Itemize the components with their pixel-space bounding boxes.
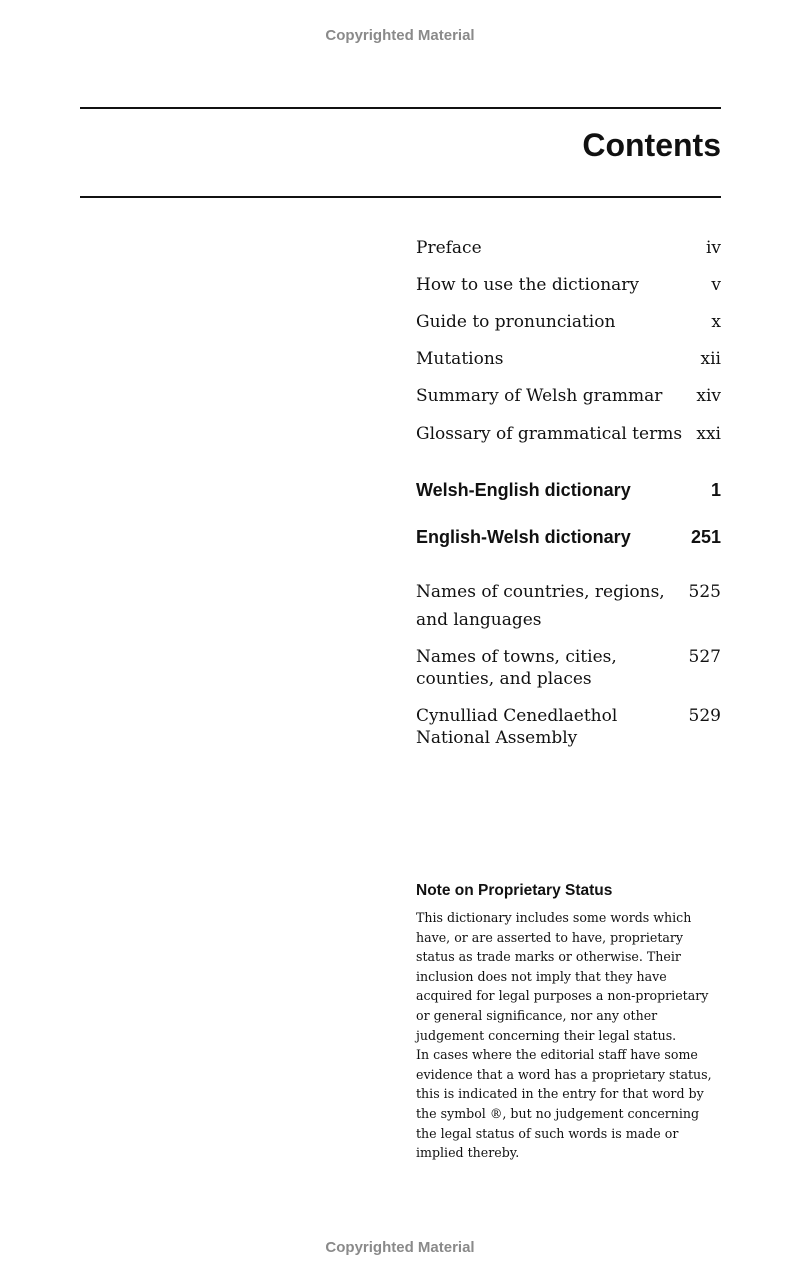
entry-label: How to use the dictionary xyxy=(416,275,640,295)
note-heading: Note on Proprietary Status xyxy=(416,882,613,899)
entry-label-continued: National Assembly xyxy=(416,728,578,748)
entry-page: iv xyxy=(705,238,721,258)
entry-page: xiv xyxy=(696,386,721,406)
note-line: have, or are asserted to have, proprietary xyxy=(416,929,684,945)
note-line: or general significance, nor any other xyxy=(416,1007,658,1023)
watermark-top: Copyrighted Material xyxy=(325,27,475,44)
note-line: This dictionary includes some words which xyxy=(416,910,692,925)
note-line: this is indicated in the entry for that word by xyxy=(416,1086,704,1102)
note-line: judgement concerning their legal status. xyxy=(416,1027,677,1043)
entry-label-continued: counties, and places xyxy=(416,669,592,689)
entry-label: Names of towns, cities, xyxy=(416,647,617,667)
entry-label: Preface xyxy=(416,238,482,258)
note-line: status as trade marks or otherwise. Their xyxy=(416,949,681,965)
entry-page: 525 xyxy=(688,582,721,602)
page-title: Contents xyxy=(582,127,721,163)
entry-page: 251 xyxy=(690,527,721,547)
note-line: acquired for legal purposes a non-proprietary xyxy=(416,988,709,1004)
top-rule xyxy=(80,107,721,109)
note-line: implied thereby. xyxy=(416,1145,520,1161)
entry-label: Summary of Welsh grammar xyxy=(416,386,663,406)
note-line: inclusion does not imply that they have xyxy=(416,968,667,984)
watermark-bottom: Copyrighted Material xyxy=(325,1239,475,1256)
entry-page: 529 xyxy=(688,706,721,726)
entry-page: v xyxy=(711,275,721,295)
entry-label: English-Welsh dictionary xyxy=(416,527,631,547)
entry-page: 1 xyxy=(710,480,721,500)
note-line: the legal status of such words is made or xyxy=(416,1125,679,1141)
entry-label: Glossary of grammatical terms xyxy=(416,424,683,444)
entry-page: 527 xyxy=(688,647,721,667)
entry-label: Cynulliad Cenedlaethol xyxy=(416,706,618,726)
note-line: evidence that a word has a proprietary status, xyxy=(416,1066,712,1082)
entry-page: xii xyxy=(700,349,721,369)
note-body xyxy=(416,908,712,1163)
note-line: the symbol ®, but no judgement concerning xyxy=(416,1105,700,1121)
entry-label: Names of countries, regions, xyxy=(416,582,665,602)
bottom-rule xyxy=(80,196,721,198)
entry-page: xxi xyxy=(696,424,721,444)
entry-label: Welsh-English dictionary xyxy=(416,480,631,500)
entry-label: Guide to pronunciation xyxy=(416,312,616,332)
entry-label: Mutations xyxy=(416,349,504,369)
entry-page: x xyxy=(711,312,721,332)
entry-label-continued: and languages xyxy=(416,610,542,630)
note-line: In cases where the editorial staff have some xyxy=(416,1047,698,1063)
